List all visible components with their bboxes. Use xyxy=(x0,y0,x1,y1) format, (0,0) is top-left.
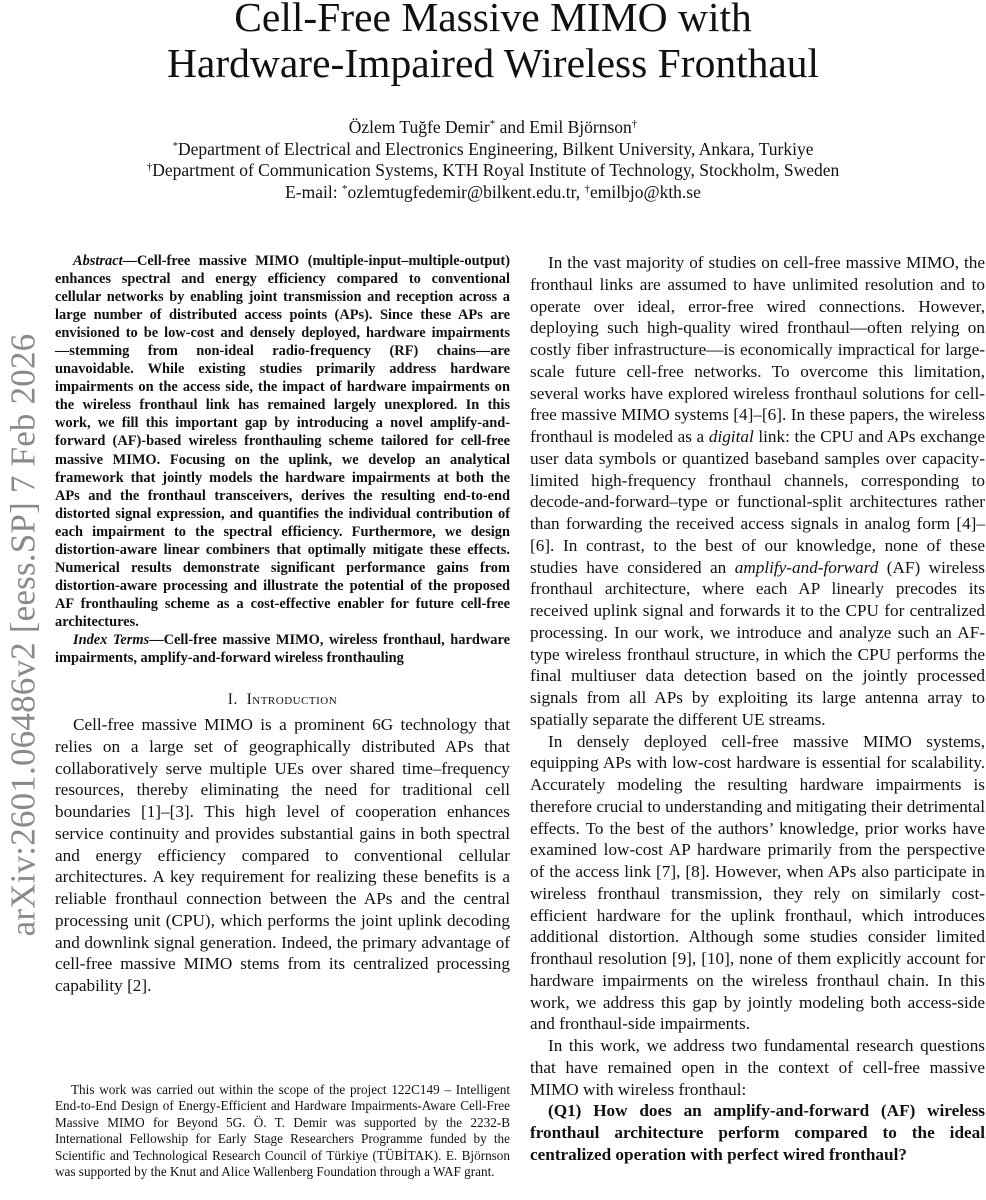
abstract-text: Cell-free massive MIMO (multiple-input–multiple-output) enhances spectral and energy efficiency compared to conventional cellular networks by enabling joint transmission and reception across a large number of distributed access points (APs). Since these APs are envisioned to be low-cost and densely deployed, hardware impairments—stemming from non-ideal radio-frequency (RF) chains—are unavoidable. While existing studies primarily address hardware impairments on the access side, the impact of hardware impairments on the wireless fronthaul link has remained largely unexplored. In this work, we fill this important gap by introducing a novel amplify-and-forward (AF)-based wireless fronthauling scheme tailored for cell-free massive MIMO. Focusing on the uplink, we develop an analytical framework that jointly models the hardware impairments at both the APs and the fronthaul transceivers, derives the resulting end-to-end distorted signal expression, and quantifies the individual contribution of each impairment to the spectral efficiency. Furthermore, we design distortion-aware linear combiners that optimally mitigate these effects. Numerical results demonstrate significant performance gains from distortion-aware processing and illustrate the potential of the proposed AF fronthauling scheme as a cost-effective enabler for future cell-free architectures. xyxy=(55,253,510,630)
section-number: I. xyxy=(227,691,238,709)
paragraph-text: link: the CPU and APs exchange user data symbols or quantized baseband samples over capacity-limited high-frequency fronthaul channels, corresponding to decode-and-forward–type or functional-split architectures rather than forwarding the received access signals in analog form [4]–[6]. In contrast, to the best of our knowledge, none of these studies have considered an xyxy=(530,427,985,577)
intro-paragraph-1: Cell-free massive MIMO is a prominent 6G technology that relies on a large set of geographically distributed APs that collaboratively serve multiple UEs over shared time–frequency resources, thereby eliminating the need for traditional cell boundaries [1]–[3]. This high level of cooperation enhances service continuity and provides substantial gains in both spectral and energy efficiency compared to conventional cellular architectures. A key requirement for realizing these benefits is a reliable fronthaul connection between the APs and the central processing unit (CPU), which performs the joint uplink decoding and downlink signal generation. Indeed, the primary advantage of cell-free massive MIMO stems from its centralized processing capability [2]. xyxy=(55,715,510,996)
author-block xyxy=(0,117,986,203)
affiliation-mark: * xyxy=(341,182,348,195)
abstract-label: Abstract xyxy=(73,253,123,269)
right-column xyxy=(530,252,985,1166)
author-names xyxy=(0,117,986,139)
research-question-q1: (Q1) How does an amplify-and-forward (AF) wireless fronthaul architecture perform compared to the ideal centralized operation with perfect wired fronthaul? xyxy=(530,1101,985,1164)
arxiv-side-stamp xyxy=(3,290,43,980)
email-line xyxy=(0,182,986,204)
email-2[interactable]: emilbjo@kth.se xyxy=(589,181,701,202)
affiliation-text: Department of Communication Systems, KTH Royal Institute of Technology, Stockholm, Sweden xyxy=(152,160,840,180)
author-2: and Emil Björnson xyxy=(495,117,632,137)
funding-footnote: This work was carried out within the scope of the project 122C149 – Intelligent End-to-End Design of Energy-Efficient and Hardware Impairments-Aware Cell-Free Massive MIMO for Beyond 5G. Ö. T. Demir was supported by the 2232-B International Fellowship for Early Stage Researchers Programme funded by the Scientific and Technological Research Council of Türkiye (TÜBİTAK). E. Björnson was supported by the Knut and Alice Wallenberg Foundation through a WAF grant. xyxy=(55,1082,510,1180)
author-1: Özlem Tuğfe Demir xyxy=(348,117,490,137)
section-title: Introduction xyxy=(246,691,338,709)
section-heading-introduction xyxy=(55,691,510,709)
emphasis-digital: digital xyxy=(708,427,754,446)
intro-paragraph-4: In this work, we address two fundamental research questions that have remained open in the context of cell-free massive MIMO with wireless fronthaul: xyxy=(530,1036,985,1099)
affiliation-mark: * xyxy=(172,139,178,152)
left-column xyxy=(55,252,510,997)
affiliation-2 xyxy=(0,160,986,182)
affiliation-text: Department of Electrical and Electronics Engineering, Bilkent University, Ankara, Turkiye xyxy=(178,138,814,159)
index-terms-label: Index Terms xyxy=(73,631,150,648)
intro-paragraph-2 xyxy=(530,252,985,731)
paragraph-text: (AF) wireless fronthaul architecture, where each AP linearly precodes its received uplink signal and forwards it to the CPU for centralized processing. In our work, we introduce and analyze such an AF-type wireless fronthaul structure, in which the CPU performs the final multiuser data detection based on the jointly processed signals from all APs by exploiting its large antenna array to spatially separate the different UE streams. xyxy=(530,557,985,729)
affiliation-mark: † xyxy=(631,118,638,130)
arxiv-identifier: arXiv:2601.06486v2 [eess.SP] 7 Feb 2026 xyxy=(3,333,42,937)
title-line-1: Cell-Free Massive MIMO with xyxy=(234,0,752,40)
affiliation-mark: * xyxy=(489,118,496,130)
index-terms-text: Cell-free massive MIMO, wireless fronthaul, hardware impairments, amplify-and-forward wireless fronthauling xyxy=(55,631,510,667)
emphasis-amplify-and-forward: amplify-and-forward xyxy=(734,557,879,577)
affiliation-mark: † xyxy=(146,161,153,173)
email-label: E-mail: xyxy=(285,181,342,202)
abstract xyxy=(55,252,510,631)
affiliation-1 xyxy=(0,139,986,161)
paper-title xyxy=(0,0,986,86)
affiliation-mark: † xyxy=(584,182,590,195)
title-line-2: Hardware-Impaired Wireless Fronthaul xyxy=(166,40,820,86)
paragraph-text: In the vast majority of studies on cell-free massive MIMO, the fronthaul links are assumed to have unlimited resolution and to operate over ideal, error-free wired connections. However, deploying such high-quality wired fronthaul—often relying on costly fiber infrastructure—is economically impractical for large-scale future cell-free networks. To overcome this limitation, several works have explored wireless fronthaul solutions for cell-free massive MIMO systems [4]–[6]. In these papers, the wireless fronthaul is modeled as a xyxy=(530,253,985,446)
index-terms xyxy=(55,631,510,667)
intro-paragraph-3: In densely deployed cell-free massive MIMO systems, equipping APs with low-cost hardware is essential for scalability. Accurately modeling the resulting hardware impairments is therefore crucial to understanding and mitigating their detrimental effects. To the best of the authors’ knowledge, prior works have examined low-cost AP hardware primarily from the perspective of the access link [7], [8]. However, when APs also participate in wireless fronthaul transmission, they rely on similarly cost-efficient hardware for the uplink fronthaul, which introduces additional distortion. Although some studies consider limited fronthaul resolution [9], [10], none of them explicitly account for hardware impairments on the wireless fronthaul chain. In this work, we address this gap by jointly modeling both access-side and fronthaul-side impairments. xyxy=(530,731,985,1034)
abstract-dash: — xyxy=(122,253,137,269)
index-terms-dash: — xyxy=(149,631,164,648)
email-1[interactable]: ozlemtugfedemir@bilkent.edu.tr, xyxy=(347,181,585,202)
